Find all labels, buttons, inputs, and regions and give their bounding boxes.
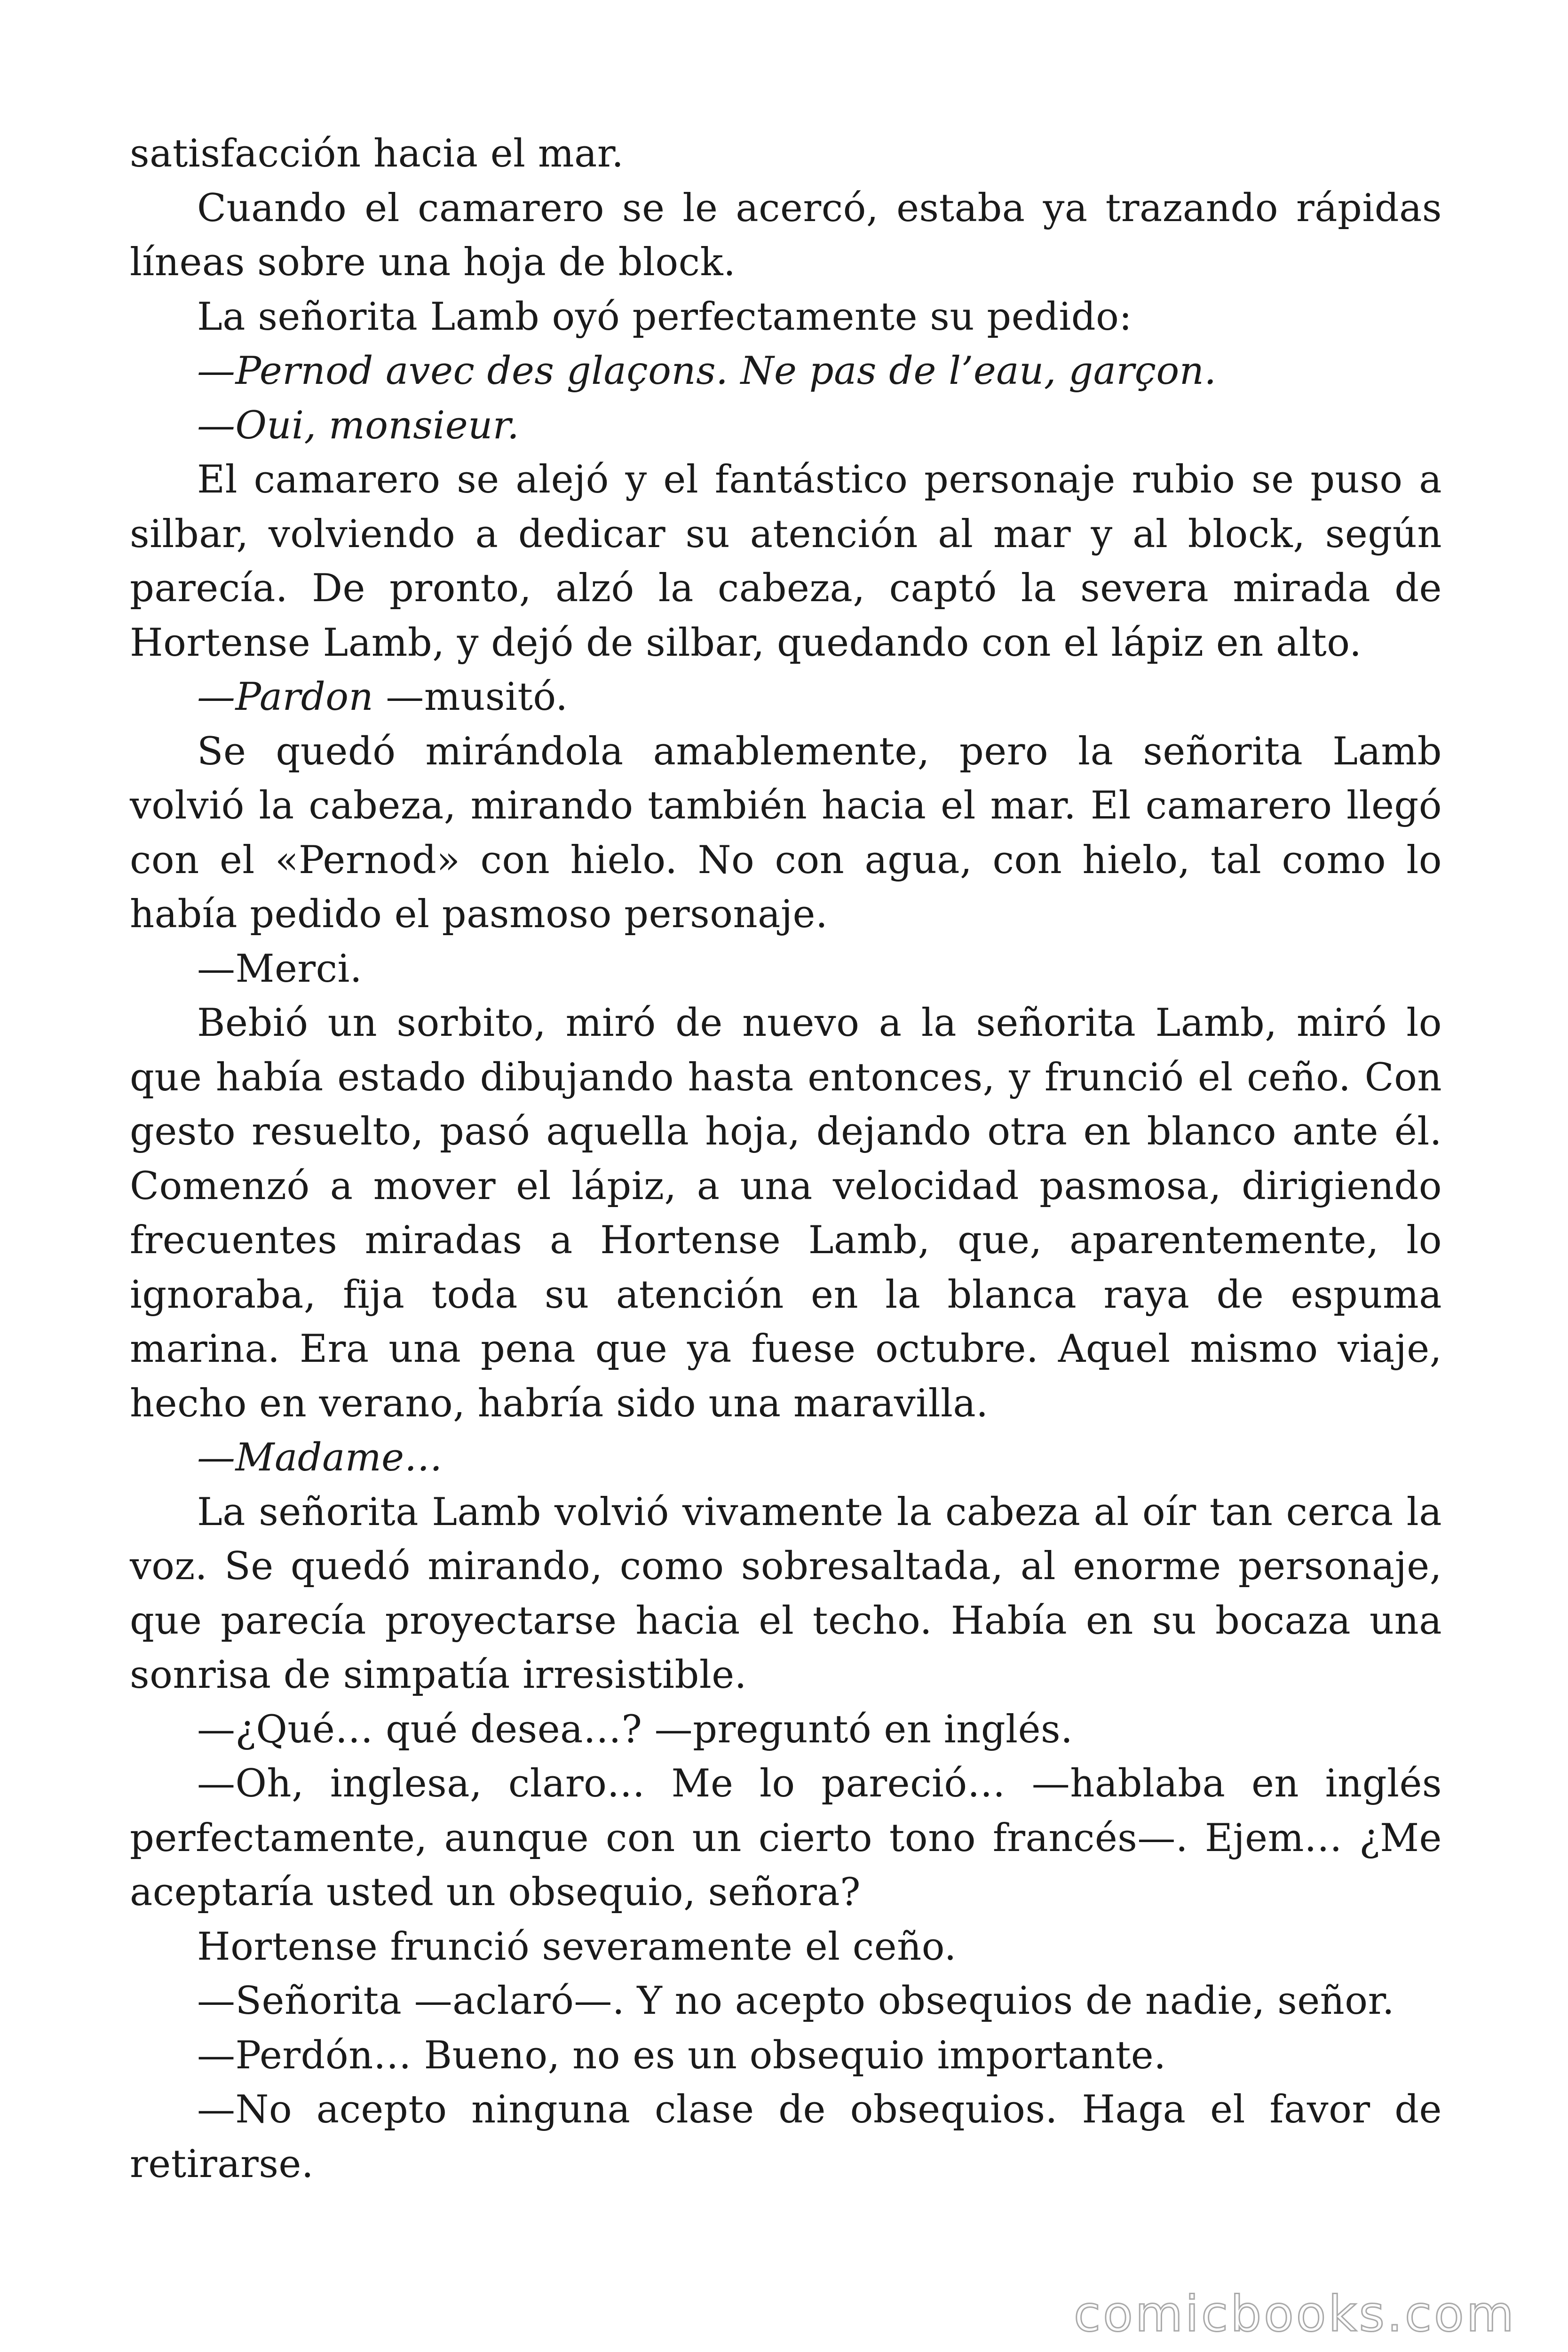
paragraph-text: El camarero se alejó y el fantástico personaje rubio se puso a silbar, volviendo a dedicar su atención al mar y al block, según parecía. De pronto, alzó la cabeza, captó la severa mirada de Hortense Lamb, y dejó de silbar, quedando con el lápiz en alto. xyxy=(130,458,1442,665)
page-body xyxy=(130,127,1442,2192)
paragraph xyxy=(130,1920,1442,1975)
dialogue-text: —Pardon xyxy=(197,675,374,719)
dialogue-text: —No acepto ninguna clase de obsequios. Haga el favor de retirarse. xyxy=(130,2088,1442,2186)
dialogue-line xyxy=(130,1431,1442,1486)
dialogue-text: —¿Qué… qué desea…? —preguntó en inglés. xyxy=(197,1707,1073,1752)
dialogue-text: —Oui, monsieur. xyxy=(197,403,520,448)
dialogue-line xyxy=(130,344,1442,399)
dialogue-line xyxy=(130,942,1442,997)
paragraph xyxy=(130,182,1442,290)
dialogue-line xyxy=(130,1757,1442,1920)
dialogue-line xyxy=(130,399,1442,453)
paragraph xyxy=(130,1486,1442,1703)
dialogue-line xyxy=(130,670,1442,725)
dialogue-text: —Oh, inglesa, claro… Me lo pareció… —hablaba en inglés perfectamente, aunque con un cierto tono francés—. Ejem… ¿Me aceptaría usted un obsequio, señora? xyxy=(130,1762,1442,1915)
dialogue-tag: —musitó. xyxy=(373,675,568,719)
dialogue-text: —Perdón… Bueno, no es un obsequio importante. xyxy=(197,2033,1166,2078)
dialogue-line xyxy=(130,2083,1442,2192)
dialogue-line xyxy=(130,1974,1442,2029)
paragraph-text: Se quedó mirándola amablemente, pero la señorita Lamb volvió la cabeza, mirando también hacia el mar. El camarero llegó con el «Pernod» con hielo. No con agua, con hielo, tal como lo había pedido el pasmoso personaje. xyxy=(130,729,1442,937)
dialogue-line xyxy=(130,2029,1442,2083)
paragraph-text: Cuando el camarero se le acercó, estaba ya trazando rápidas líneas sobre una hoja de block. xyxy=(130,186,1442,285)
dialogue-text: —Merci. xyxy=(197,946,363,991)
dialogue-line xyxy=(130,1703,1442,1757)
paragraph xyxy=(130,725,1442,942)
paragraph-text: Hortense frunció severamente el ceño. xyxy=(197,1924,957,1969)
paragraph-text: La señorita Lamb oyó perfectamente su pedido: xyxy=(197,294,1132,339)
dialogue-text: —Señorita —aclaró—. Y no acepto obsequios de nadie, señor. xyxy=(197,1979,1395,2023)
dialogue-text: —Madame… xyxy=(197,1436,443,1480)
dialogue-text: —Pernod avec des glaçons. Ne pas de l’eau, garçon. xyxy=(197,349,1217,393)
paragraph xyxy=(130,996,1442,1431)
paragraph-text: Bebió un sorbito, miró de nuevo a la señorita Lamb, miró lo que había estado dibujando hasta entonces, y frunció el ceño. Con gesto resuelto, pasó aquella hoja, dejando otra en blanco ante él. Comenzó a mover el lápiz, a una velocidad pasmosa, dirigiendo frecuentes miradas a Hortense Lamb, que, aparentemente, lo ignoraba, fija toda su atención en la blanca raya de espuma marina. Era una pena que ya fuese octubre. Aquel mismo viaje, hecho en verano, habría sido una maravilla. xyxy=(130,1001,1442,1426)
paragraph xyxy=(130,453,1442,670)
paragraph-text: La señorita Lamb volvió vivamente la cabeza al oír tan cerca la voz. Se quedó mirando, como sobresaltada, al enorme personaje, que parecía proyectarse hacia el techo. Había en su bocaza una sonrisa de simpatía irresistible. xyxy=(130,1490,1442,1697)
paragraph xyxy=(130,127,1442,182)
paragraph xyxy=(130,290,1442,345)
paragraph-text: satisfacción hacia el mar. xyxy=(130,132,624,176)
watermark: comicbooks.com xyxy=(1073,2285,1516,2343)
